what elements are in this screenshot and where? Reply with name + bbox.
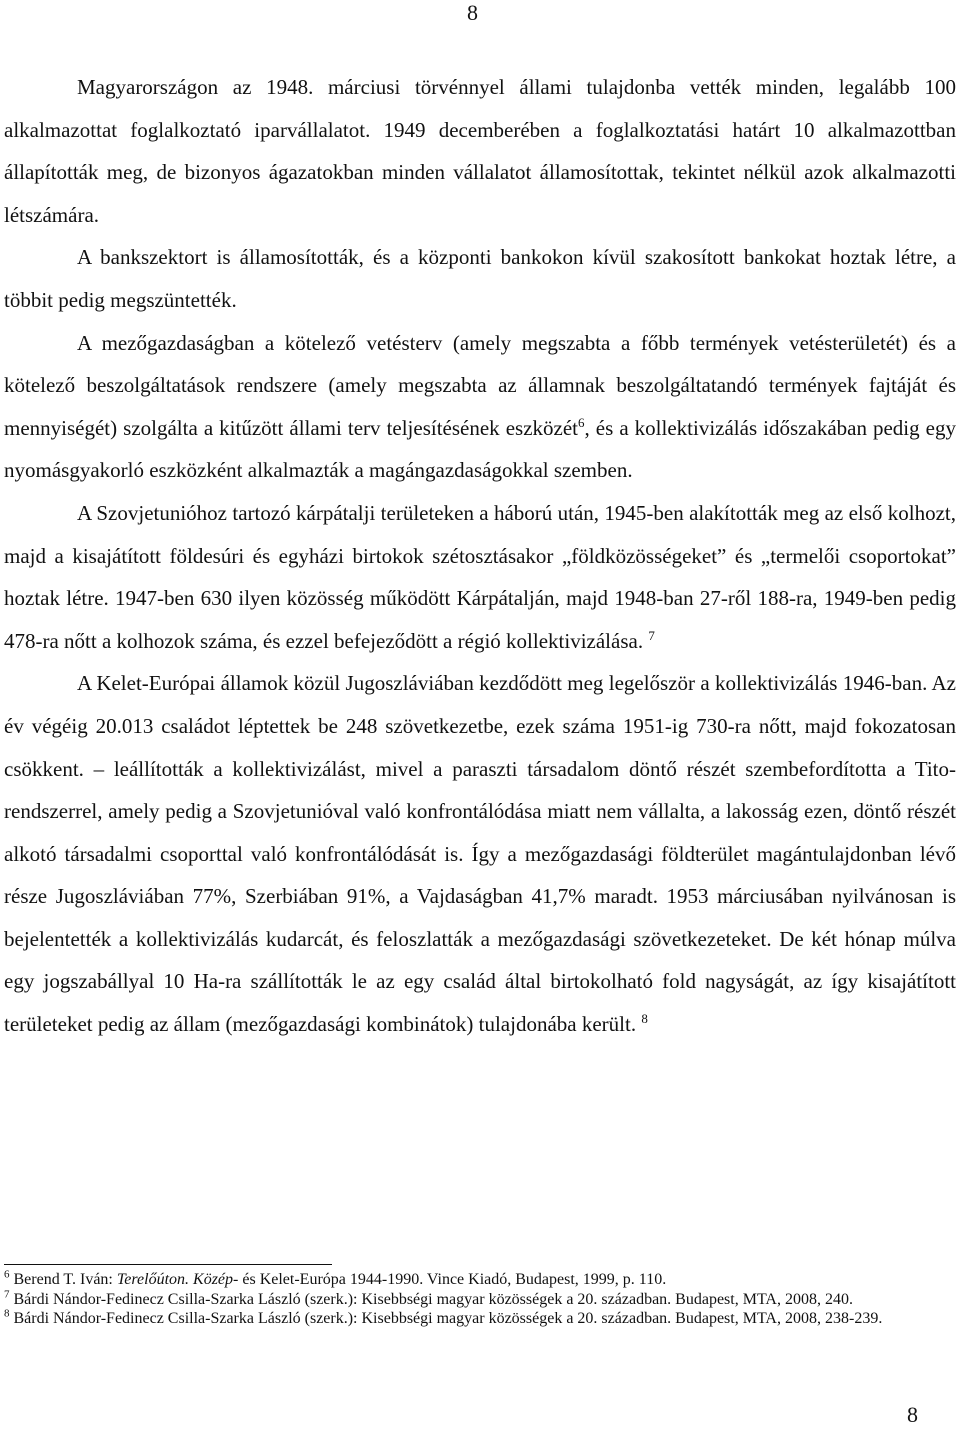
footnote-text: Berend T. Iván:	[13, 1271, 117, 1288]
footnote-number: 6	[4, 1268, 10, 1281]
footnote-separator	[4, 1264, 332, 1265]
paragraph-5-text: A Kelet-Európai államok közül Jugoszláviában kezdődött meg legelőször a kollektivizálás 1946-ban. Az év végéig 20.013 családot léptettek be 248 szövetkezetbe, ezek száma 1951-ig 730-ra nőtt, majd fokozatosan csökkent. – leállították a kollektivizálást, mivel a paraszti társadalom döntő részét szembefordította a Tito-rendszerrel, amely pedig a Szovjetunióval való konfrontálódása miatt nem vállalta, a lakosság ezen, döntő részét alkotó társadalmi csoporttal való konfrontálódását is. Így a mezőgazdasági földterület magántulajdonban lévő része Jugoszláviában 77%, Szerbiában 91%, a Vajdaságban 41,7% maradt. 1953 márciusában nyilvánosan is bejelentették a kollektivizálás kudarcát, és feloszlatták a mezőgazdasági szövetkezeteket. De két hónap múlva egy jogszabállyal 10 Ha-ra szállították le az egy család által birtokolható fold nagyságát, az így kisajátított területeket pedig az állam (mezőgazdasági kombinátok) tulajdonába került.	[4, 671, 956, 1037]
footnote-italic-title: Terelőúton. Közép-	[116, 1271, 239, 1288]
footnote-8	[4, 1309, 956, 1329]
paragraph-3-text-cont: , és a kollektivizálás időszakában pedig egy nyomásgyakorló eszközként alkalmazták a magángazdaságokkal szemben.	[4, 415, 956, 483]
footnote-ref-8[interactable]: 8	[641, 1011, 648, 1027]
footnote-ref-6[interactable]: 6	[578, 414, 585, 430]
footnote-text: Bárdi Nándor-Fedinecz Csilla-Szarka László (szerk.): Kisebbségi magyar közösségek a 20. században. Budapest, MTA, 2008, 238-239.	[13, 1310, 883, 1327]
paragraph-3-text: A mezőgazdaságban a kötelező vetésterv (amely megszabta a főbb termények vetésterületét) és a kötelező beszolgáltatások rendszere (amely megszabta az államnak beszolgáltatandó termények fajtáját és mennyiségét) szolgálta a kitűzött állami terv teljesítésének eszközét	[4, 330, 956, 440]
paragraph-3	[4, 322, 956, 492]
paragraph-5	[4, 662, 956, 1045]
footnote-number: 8	[4, 1307, 10, 1320]
footnote-text-cont: és Kelet-Európa 1944-1990. Vince Kiadó, Budapest, 1999, p. 110.	[238, 1271, 667, 1288]
footnotes	[4, 1270, 956, 1329]
footnote-6	[4, 1270, 956, 1290]
paragraph-2	[4, 236, 956, 321]
footnote-7	[4, 1290, 956, 1310]
footnote-text: Bárdi Nándor-Fedinecz Csilla-Szarka László (szerk.): Kisebbségi magyar közösségek a 20. században. Budapest, MTA, 2008, 240.	[13, 1290, 853, 1308]
page-number-bottom: 8	[907, 1402, 918, 1427]
paragraph-4	[4, 492, 956, 662]
paragraph-4-text: A Szovjetunióhoz tartozó kárpátalji területeken a háború után, 1945-ben alakították meg az első kolhozt, majd a kisajátított földesúri és egyházi birtokok szétosztásakor „földközösségeket” és „termelői csoportokat” hoztak létre. 1947-ben 630 ilyen közösség működött Kárpátalján, majd 1948-ban 27-ről 188-ra, 1949-ben pedig 478-ra nőtt a kolhozok száma, és ezzel befejeződött a régió kollektivizálása.	[4, 500, 956, 653]
paragraph-1-text: Magyarországon az 1948. márciusi törvénnyel állami tulajdonba vették minden, legalább 100 alkalmazottat foglalkoztató iparvállalatot. 1949 decemberében a foglalkoztatási határt 10 alkalmazottban állapították meg, de bizonyos ágazatokban minden vállalatot államosítottak, tekintet nélkül azok alkalmazotti létszámára.	[4, 75, 956, 227]
footnote-ref-7[interactable]: 7	[648, 627, 655, 643]
page-number-top: 8	[467, 0, 478, 25]
body-text	[4, 66, 956, 1046]
paragraph-2-text: A bankszektort is államosították, és a központi bankokon kívül szakosított bankokat hoztak létre, a többit pedig megszüntették.	[4, 245, 956, 312]
footnote-number: 7	[4, 1288, 10, 1301]
paragraph-1	[4, 66, 956, 236]
